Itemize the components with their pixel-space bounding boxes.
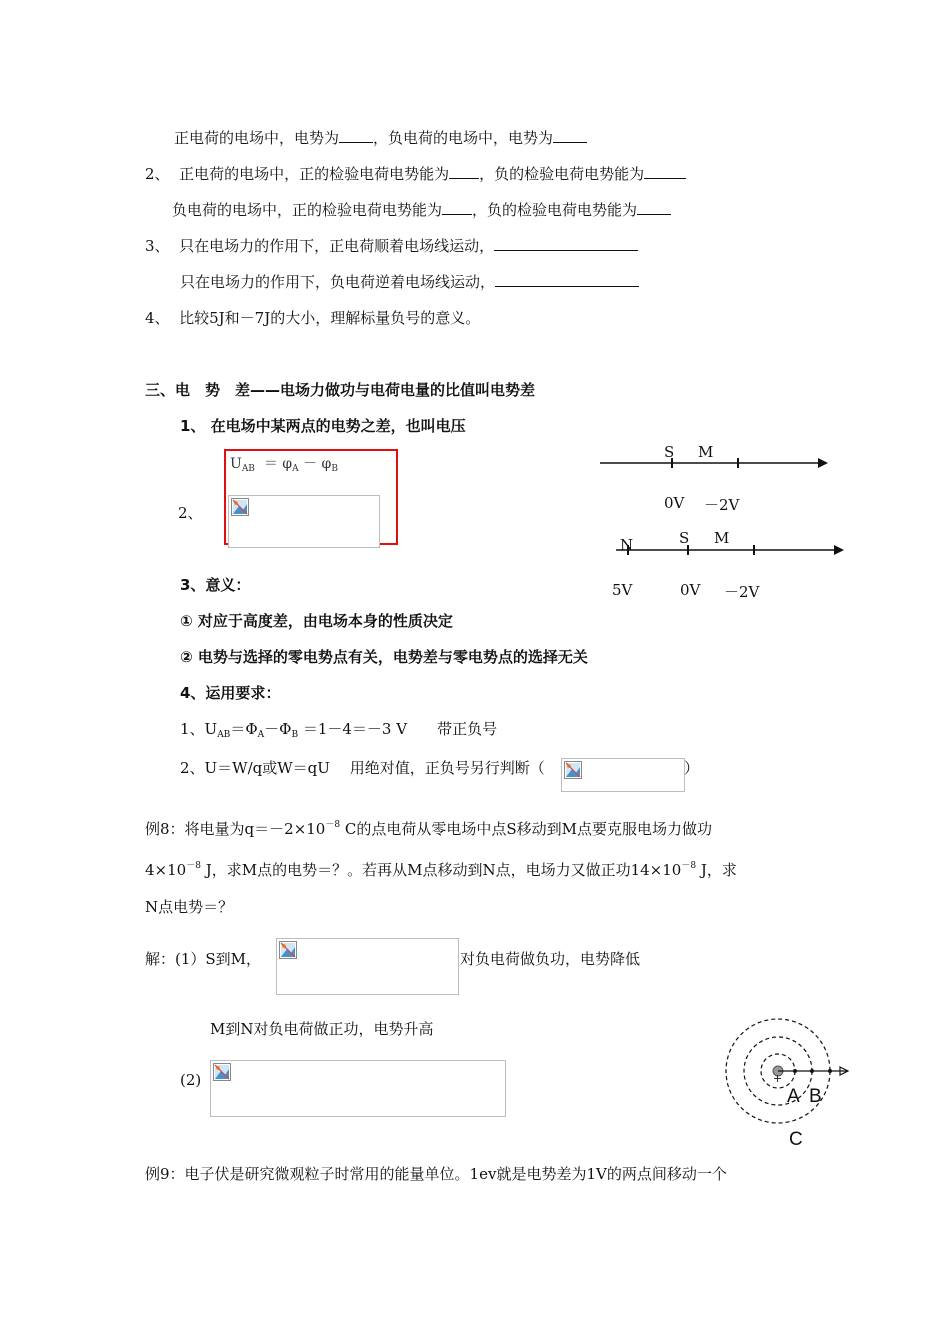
label-n-2: N	[620, 536, 634, 554]
potential-line-1	[598, 452, 833, 472]
meaning-point-1: ① 对应于高度差，由电场本身的性质决定	[180, 612, 453, 630]
meaning-point-2: ② 电势与选择的零电势点有关，电势差与零电势点的选择无关	[180, 648, 588, 666]
ex8-l2-post: J，求	[700, 861, 737, 879]
blank-4[interactable]	[644, 164, 686, 179]
line-5-text: 只在电场力的作用下，负电荷逆着电场线运动，	[180, 273, 496, 291]
label-s-1: S	[664, 443, 675, 461]
solution-step-2-label: (2)	[180, 1071, 202, 1089]
line-4	[145, 236, 638, 256]
line-4-num: 3、	[145, 237, 170, 255]
blank-1[interactable]	[339, 128, 373, 143]
line-2-text-b: ，负的检验电荷电势能为	[479, 165, 645, 183]
point-a-dot	[793, 1069, 797, 1073]
label-b: B	[809, 1086, 822, 1107]
line-1-text-a: 正电荷的电场中，电势为	[174, 129, 340, 147]
line-3	[172, 200, 671, 220]
requirement-2	[180, 758, 545, 778]
ex8-l2-pre: 4×10	[145, 861, 187, 879]
solution-step-1-pre: 解：(1）S到M，	[145, 950, 262, 968]
line-1-text-b: ，负电荷的电场中，电势为	[373, 129, 554, 147]
label-c: C	[789, 1129, 803, 1150]
line-6	[145, 308, 480, 328]
req1-ab: AB	[217, 730, 231, 740]
example-8-line-1	[145, 815, 712, 839]
req1-pre: 1、U	[180, 720, 218, 738]
image-placeholder-4	[210, 1060, 506, 1117]
blank-5[interactable]	[442, 200, 472, 215]
line-3-text-b: ，负的检验电荷电势能为	[472, 201, 638, 219]
example-8-line-3: N点电势＝？	[145, 898, 234, 916]
req1-a: A	[257, 730, 265, 740]
ex8-l1-post: C的点电荷从零电场中点S移动到M点要克服电场力做功	[344, 820, 712, 838]
line-4-text: 只在电场力的作用下，正电荷顺着电场线运动，	[179, 237, 495, 255]
section-3-item-4: 4、运用要求：	[180, 684, 281, 702]
ex8-l2-mid: J，求M点的电势＝？。若再从M点移动到N点，电场力又做正功14×10	[205, 861, 682, 879]
blank-6[interactable]	[637, 200, 671, 215]
req2-close-paren: ）	[684, 759, 700, 777]
line-6-num: 4、	[145, 309, 170, 327]
label-m-1: M	[698, 443, 714, 461]
ex8-l2-sup1: －8	[186, 861, 201, 871]
image-placeholder-2	[561, 758, 685, 792]
equipotential-circles-diagram	[718, 1010, 858, 1135]
section-3-item-3: 3、意义：	[180, 576, 251, 594]
formula-b: B	[331, 464, 338, 474]
requirement-1	[180, 719, 497, 745]
blank-8[interactable]	[495, 272, 639, 287]
broken-image-icon	[231, 498, 249, 516]
image-placeholder-3	[276, 938, 459, 995]
label-5v-2: 5V	[612, 581, 633, 599]
label-m-2: M	[714, 529, 730, 547]
formula-eq: ＝ φ	[263, 456, 293, 472]
ex8-l1-pre: 例8：将电量为q＝－2×10	[145, 820, 326, 838]
ex8-l2-sup2: －8	[681, 861, 697, 871]
broken-image-icon	[279, 941, 297, 959]
solution-step-1-post: 对负电荷做负功，电势降低	[460, 950, 641, 968]
req1-mid: ＝Φ	[230, 720, 258, 738]
blank-3[interactable]	[449, 164, 479, 179]
req1-rest: ＝1－4＝－3 V 带正负号	[302, 720, 498, 738]
label-a: A	[787, 1086, 800, 1107]
section-3-item-1: 1、 在电场中某两点的电势之差，也叫电压	[180, 417, 466, 435]
point-c-dot	[828, 1069, 832, 1073]
label-0v-2: 0V	[680, 581, 701, 599]
line-6-text: 比较5J和－7J的大小，理解标量负号的意义。	[179, 309, 481, 327]
formula-minus: － φ	[303, 456, 332, 472]
label-s-2: S	[679, 529, 690, 547]
broken-image-icon	[564, 761, 582, 779]
section-3-heading: 三、电 势 差——电场力做功与电荷电量的比值叫电势差	[145, 381, 536, 399]
label-neg2v-2: －2V	[724, 583, 760, 601]
blank-7[interactable]	[494, 236, 638, 251]
broken-image-icon	[213, 1063, 231, 1081]
formula-a: A	[292, 464, 299, 474]
req1-mid2: －Φ	[264, 720, 292, 738]
arrow-head-2	[834, 545, 844, 555]
label-0v-1: 0V	[664, 494, 685, 512]
line-5	[180, 272, 639, 292]
req1-b: B	[291, 730, 299, 740]
example-9-line-1: 例9：电子伏是研究微观粒子时常用的能量单位。1ev就是电势差为1V的两点间移动一个	[145, 1165, 727, 1183]
formula-u: U	[230, 456, 242, 472]
ex8-l1-sup: －8	[325, 820, 341, 830]
item-2-number: 2、	[178, 504, 203, 522]
formula-ab: AB	[241, 464, 255, 474]
charge-plus-label: +	[773, 1072, 783, 1085]
formula-uab	[230, 454, 338, 479]
arrow-head-1	[818, 458, 828, 468]
line-2	[145, 164, 686, 184]
label-neg2v-1: －2V	[704, 496, 740, 514]
line-3-text-a: 负电荷的电场中，正的检验电荷电势能为	[172, 201, 443, 219]
point-b-dot	[810, 1069, 814, 1073]
image-placeholder-1	[228, 495, 380, 548]
example-8-line-2	[145, 856, 737, 880]
line-1	[174, 128, 587, 148]
line-2-num: 2、	[145, 165, 170, 183]
req2-text: 2、U＝W/q或W＝qU 用绝对值，正负号另行判断（	[180, 759, 545, 777]
line-2-text-a: 正电荷的电场中，正的检验电荷电势能为	[179, 165, 450, 183]
blank-2[interactable]	[553, 128, 587, 143]
potential-line-2	[614, 539, 849, 559]
solution-step-1b: M到N对负电荷做正功，电势升高	[210, 1020, 434, 1038]
